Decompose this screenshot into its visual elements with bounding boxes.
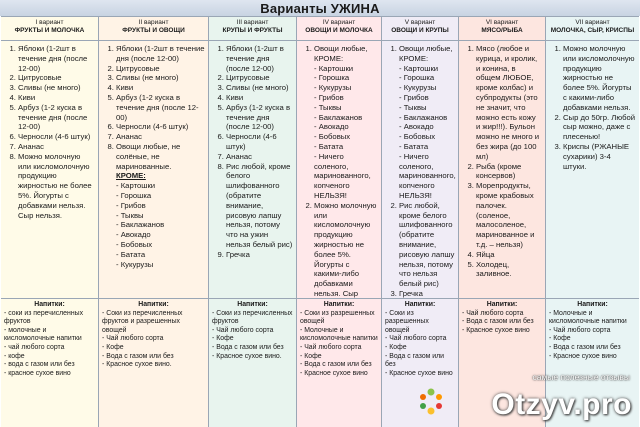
site-watermark — [398, 372, 634, 422]
list-item: 3. Сливы (не много) — [226, 83, 293, 93]
list-item: 5. Арбуз (1-2 куска в течение дня (после 12-00) — [226, 103, 293, 132]
list-item: - Бобовых — [314, 132, 378, 142]
list-item: - Батата — [314, 142, 378, 152]
drinks-list — [549, 310, 636, 362]
list-item: - Чай любого сорта — [549, 327, 636, 336]
list-item: 5. Арбуз (1-2 куска в течение дня (после 12-00) — [18, 103, 95, 132]
list-item: - Кофе — [102, 344, 205, 353]
list-item: 4. Киви — [18, 93, 95, 103]
list-item: - Тыквы — [116, 211, 205, 221]
list-item: - Чай любого сорта — [212, 327, 293, 336]
list-item: - Авокадо — [314, 122, 378, 132]
except-items — [300, 64, 378, 201]
variant-name: МЯСО/РЫБА — [481, 27, 523, 34]
drinks-section — [382, 299, 458, 378]
drinks-title: Напитки: — [486, 301, 518, 308]
drinks-section — [546, 299, 639, 361]
list-item: - Молочные и кисломолочные напитки — [549, 310, 636, 327]
list-item: - Кофе — [385, 344, 455, 353]
list-item: - Красное сухое вино — [462, 327, 542, 336]
list-item: 7. Ананас — [116, 132, 205, 142]
list-item: - Батата — [116, 250, 205, 260]
list-item: - Вода с газом или без — [462, 318, 542, 327]
food-list — [1, 41, 98, 299]
list-item: - Тыквы — [399, 103, 455, 113]
list-item: 1. Яблоки (1-2шт в течение дня (после 12-00) — [226, 44, 293, 73]
list-item: - Картошки — [314, 64, 378, 74]
list-item: 9. Гречка — [226, 250, 293, 260]
list-item: - Баклажанов — [314, 113, 378, 123]
list-item: - Молочные и кисломолочные напитки — [300, 327, 378, 344]
watermark-caption: самые полезные отзывы — [532, 372, 630, 382]
list-item: - Кофе — [300, 353, 378, 362]
list-item: 2. Цитрусовые — [226, 73, 293, 83]
food-items-after — [300, 201, 378, 299]
list-item: - Соки из перечисленных фруктов — [212, 310, 293, 327]
list-item: 1. Яблоки (1-2шт в течение дня (после 12-00) — [18, 44, 95, 73]
drinks-list — [212, 310, 293, 362]
list-item: 7. Ананас — [18, 142, 95, 152]
dinner-variants-table — [1, 16, 639, 427]
list-item: - кофе — [4, 353, 95, 362]
variant-name: МОЛОЧКА, СЫР, КРИСПЫ — [550, 27, 635, 34]
food-items-after — [385, 201, 455, 299]
list-item: - Горошка — [399, 73, 455, 83]
list-item: 1. Можно молочную или кисломолочную продукцию жирностью не более 5%. Йогурты с какими-либо добавками нельзя. — [563, 44, 636, 113]
food-list — [546, 41, 639, 299]
column-header — [459, 17, 545, 41]
list-item: - Красное сухое вино — [300, 370, 378, 379]
except-items — [385, 64, 455, 201]
list-item: - Красное сухое вино — [549, 353, 636, 362]
list-item: - Вода с газом или без — [385, 353, 455, 370]
list-item: - соки из перечисленных фруктов — [4, 310, 95, 327]
drinks-title: Напитки: — [237, 301, 268, 308]
variant-number: VII вариант — [575, 19, 610, 26]
variant-column-7 — [546, 17, 639, 427]
list-item: - Горошка — [314, 73, 378, 83]
list-item: - Кукурузы — [399, 83, 455, 93]
list-item: 4. Яйца — [476, 250, 542, 260]
column-header — [1, 17, 98, 41]
food-list — [209, 41, 296, 299]
drinks-title: Напитки: — [138, 301, 169, 308]
list-item: 2. Цитрусовые — [18, 73, 95, 83]
variant-name: ОВОЩИ И МОЛОЧКА — [305, 27, 373, 34]
list-item: 1. Овощи любые, КРОМЕ: — [399, 44, 455, 64]
list-item: - Чай любого сорта — [385, 335, 455, 344]
list-item: - Картошки — [116, 181, 205, 191]
column-header — [546, 17, 639, 41]
page-title: Варианты УЖИНА — [260, 0, 380, 16]
logo-dots-icon — [416, 386, 446, 416]
variant-number: III вариант — [236, 19, 269, 26]
variant-name: ОВОЩИ И КРУПЫ — [391, 27, 449, 34]
variant-column-2 — [99, 17, 209, 427]
list-item: 2. Рыба (кроме консервов) — [476, 162, 542, 182]
food-items — [102, 44, 205, 171]
list-item: 6. Черносли (4-6 штук) — [116, 122, 205, 132]
list-item: - Вода с газом или без — [102, 353, 205, 362]
food-items — [385, 44, 455, 64]
list-item: 3. Морепродукты, кроме крабовых палочек. (соленое, малосоленое, маринованное и т.д. – нельзя) — [476, 181, 542, 250]
drinks-list — [385, 310, 455, 379]
drinks-list — [4, 310, 95, 379]
list-item: 3. Сливы (не много) — [18, 83, 95, 93]
drinks-title: Напитки: — [34, 301, 65, 308]
drinks-section — [459, 299, 545, 335]
except-items — [102, 181, 205, 269]
list-item: - Баклажанов — [116, 220, 205, 230]
list-item: - Бобовых — [116, 240, 205, 250]
watermark-brand: Otzyv.pro — [491, 388, 632, 421]
list-item: - Чай любого сорта — [462, 310, 542, 319]
variant-name: ФРУКТЫ И МОЛОЧКА — [14, 27, 85, 34]
list-item: - Тыквы — [314, 103, 378, 113]
drinks-title: Напитки: — [404, 301, 436, 308]
list-item: 8. Можно молочную или кисломолочную продукцию жирностью не более 5%. Йогурты с добавками нельзя. Сыр нельзя. — [18, 152, 95, 221]
list-item: 4. Киви — [226, 93, 293, 103]
column-header — [99, 17, 208, 41]
list-item: - Авокадо — [399, 122, 455, 132]
column-header — [382, 17, 458, 41]
drinks-section — [99, 299, 208, 370]
list-item: 1. Овощи любые, КРОМЕ: — [314, 44, 378, 64]
list-item: 3. Сливы (не много) — [116, 73, 205, 83]
list-item: - Красное сухое вино. — [102, 361, 205, 370]
food-items — [212, 44, 293, 260]
food-items — [300, 44, 378, 64]
food-list — [297, 41, 381, 299]
list-item: 2. Можно молочную или кисломолочную продукцию жирностью не более 5%. Йогурты с какими-либо добавками нельзя. Сыр — [314, 201, 378, 299]
list-item: - Баклажанов — [399, 113, 455, 123]
list-item: - Вода с газом или без — [300, 361, 378, 370]
list-item: 1. Яблоки (1-2шт в течение дня (после 12-00) — [116, 44, 205, 64]
list-item: - Авокадо — [116, 230, 205, 240]
list-item: - Вода с газом или без — [212, 344, 293, 353]
list-item: - Грибов — [314, 93, 378, 103]
drinks-title: Напитки: — [577, 301, 608, 308]
list-item: - чай любого сорта — [4, 344, 95, 353]
food-items — [549, 44, 636, 171]
title-bar — [0, 0, 640, 16]
list-item: 8. Овощи любые, не солёные, не маринованные. — [116, 142, 205, 171]
list-item: - Грибов — [116, 201, 205, 211]
column-header — [209, 17, 296, 41]
variant-number: IV вариант — [322, 19, 356, 26]
list-item: - Чай любого сорта — [300, 344, 378, 353]
list-item: - Грибов — [399, 93, 455, 103]
list-item: - Чай любого сорта — [102, 335, 205, 344]
list-item: 4. Киви — [116, 83, 205, 93]
list-item: - Ничего соленого, маринованного, копченого НЕЛЬЗЯ! — [399, 152, 455, 201]
variant-column-4 — [297, 17, 382, 427]
list-item: 2. Рис любой, кроме белого шлифованного (обратите внимание, рисовую лапшу нельзя, потому что нельзя белый рис) — [399, 201, 455, 289]
variant-number: I вариант — [35, 19, 64, 26]
list-item: - Соки из разрешенных овощей — [385, 310, 455, 336]
variant-column-3 — [209, 17, 297, 427]
drinks-section — [1, 299, 98, 378]
list-item: - Ничего соленого, маринованного, копченого НЕЛЬЗЯ! — [314, 152, 378, 201]
list-item: - Батата — [399, 142, 455, 152]
list-item: - Картошки — [399, 64, 455, 74]
list-item: - Соки из перечисленных фруктов и разрешенных овощей — [102, 310, 205, 336]
list-item: - Красное сухое вино. — [212, 353, 293, 362]
list-item: 1. Мясо (любое и курица, и кролик, и конина, в общем ЛЮБОЕ, кроме колбас) и субпродукты (это не значит, что можно есть кожу и жир!!!). Бульон можно не много и без жира (до 100 мл) — [476, 44, 542, 162]
food-list — [382, 41, 458, 299]
list-item: - Кукурузы — [116, 260, 205, 270]
list-item: 5. Холодец, заливное. — [476, 260, 542, 280]
variant-column-1 — [1, 17, 99, 427]
food-items — [462, 44, 542, 279]
list-item: - Вода с газом или без — [549, 344, 636, 353]
list-item: 8. Рис любой, кроме белого шлифованного (обратите внимание, рисовую лапшу нельзя, потому что на ужин нельзя белый рис) — [226, 162, 293, 250]
list-item: - Красное сухое вино — [385, 370, 455, 379]
drinks-section — [297, 299, 381, 378]
drinks-section — [209, 299, 296, 361]
variant-number: VI вариант — [485, 19, 519, 26]
variant-name: КРУПЫ И ФРУКТЫ — [222, 27, 283, 34]
list-item: 6. Черносли (4-6 штук) — [18, 132, 95, 142]
list-item: - Кофе — [212, 335, 293, 344]
list-item: 3. Гречка — [399, 289, 455, 299]
list-item: - вода с газом или без — [4, 361, 95, 370]
column-header — [297, 17, 381, 41]
drinks-list — [462, 310, 542, 336]
variant-number: II вариант — [138, 19, 169, 26]
list-item: - Бобовых — [399, 132, 455, 142]
list-item: 3. Криспы (РЖАНЫЕ сухарики) 3-4 штуки. — [563, 142, 636, 171]
list-item: - Кофе — [549, 335, 636, 344]
except-heading: КРОМЕ: — [116, 171, 146, 181]
list-item: - красное сухое вино — [4, 370, 95, 379]
list-item: 6. Черносли (4-6 штук) — [226, 132, 293, 152]
variant-column-5 — [382, 17, 459, 427]
list-item: - Горошка — [116, 191, 205, 201]
food-list — [459, 41, 545, 299]
drinks-title: Напитки: — [323, 301, 355, 308]
list-item: 5. Арбуз (1-2 куска в течение дня (после 12-00) — [116, 93, 205, 122]
variant-name: ФРУКТЫ И ОВОЩИ — [122, 27, 185, 34]
food-list — [99, 41, 208, 299]
variant-column-6 — [459, 17, 546, 427]
drinks-list — [300, 310, 378, 379]
list-item: - Соки из разрешенных овощей — [300, 310, 378, 327]
variant-number: V вариант — [404, 19, 436, 26]
list-item: 2. Сыр до 50гр. Любой сыр можно, даже с плесенью! — [563, 113, 636, 142]
food-items — [4, 44, 95, 220]
drinks-list — [102, 310, 205, 370]
list-item: 2. Цитрусовые — [116, 64, 205, 74]
list-item: 7. Ананас — [226, 152, 293, 162]
list-item: - Кукурузы — [314, 83, 378, 93]
list-item: - молочные и кисломолочные напитки — [4, 327, 95, 344]
